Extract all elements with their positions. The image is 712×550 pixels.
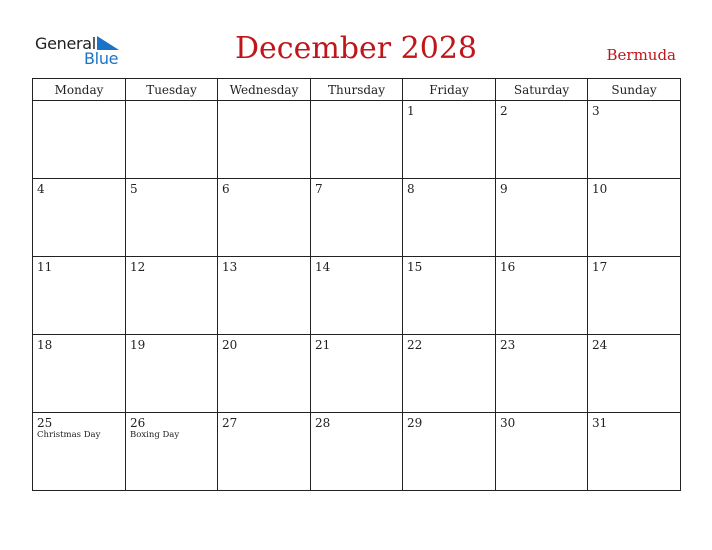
- day-cell: [218, 257, 311, 335]
- week-row: [33, 101, 681, 179]
- day-number: 11: [37, 260, 53, 274]
- day-cell: [311, 179, 403, 257]
- day-cell: [403, 179, 496, 257]
- day-cell: [218, 413, 311, 491]
- day-cell: [126, 257, 218, 335]
- holiday-label: Boxing Day: [130, 430, 180, 440]
- weekday-header: Wednesday: [218, 79, 311, 101]
- day-number: 22: [407, 338, 423, 352]
- calendar-grid: [32, 78, 681, 491]
- day-cell: [588, 413, 681, 491]
- day-cell: [126, 101, 218, 179]
- day-cell: [33, 413, 126, 491]
- day-number: 25: [37, 416, 53, 430]
- day-cell: [311, 413, 403, 491]
- day-cell: [403, 101, 496, 179]
- day-number: [218, 101, 310, 104]
- day-cell: [496, 257, 588, 335]
- weekday-header: Monday: [33, 79, 126, 101]
- logo-text-general: General: [35, 34, 96, 53]
- day-number: 2: [500, 104, 508, 118]
- calendar-title: December 2028: [235, 31, 477, 66]
- day-number: 4: [37, 182, 45, 196]
- day-cell: [311, 101, 403, 179]
- day-cell: [218, 101, 311, 179]
- day-number: 8: [407, 182, 415, 196]
- weekday-header-row: [33, 79, 681, 101]
- day-cell: [311, 335, 403, 413]
- week-row: [33, 179, 681, 257]
- day-number: 17: [592, 260, 608, 274]
- day-number: 31: [592, 416, 608, 430]
- weekday-header: Sunday: [588, 79, 681, 101]
- logo-text-blue: Blue: [84, 49, 119, 68]
- day-number: 19: [130, 338, 146, 352]
- day-number: [311, 101, 402, 104]
- day-number: 16: [500, 260, 516, 274]
- day-number: 27: [222, 416, 238, 430]
- day-cell: [126, 413, 218, 491]
- day-cell: [588, 101, 681, 179]
- day-number: 21: [315, 338, 331, 352]
- day-number: 7: [315, 182, 323, 196]
- day-number: 10: [592, 182, 608, 196]
- day-cell: [311, 257, 403, 335]
- day-number: 5: [130, 182, 138, 196]
- day-number: 1: [407, 104, 415, 118]
- day-number: 9: [500, 182, 508, 196]
- day-cell: [588, 257, 681, 335]
- day-number: 23: [500, 338, 516, 352]
- day-cell: [496, 335, 588, 413]
- day-cell: [33, 101, 126, 179]
- weekday-header: Thursday: [311, 79, 403, 101]
- week-row: [33, 413, 681, 491]
- weekday-header: Saturday: [496, 79, 588, 101]
- day-cell: [403, 413, 496, 491]
- day-cell: [588, 335, 681, 413]
- day-cell: [218, 179, 311, 257]
- day-number: 13: [222, 260, 238, 274]
- weekday-header: Tuesday: [126, 79, 218, 101]
- day-number: 6: [222, 182, 230, 196]
- day-cell: [403, 257, 496, 335]
- day-number: 18: [37, 338, 53, 352]
- day-cell: [126, 335, 218, 413]
- day-number: 30: [500, 416, 516, 430]
- week-row: [33, 335, 681, 413]
- day-number: [126, 101, 217, 104]
- day-number: 15: [407, 260, 423, 274]
- day-cell: [496, 413, 588, 491]
- day-number: 26: [130, 416, 146, 430]
- country-label: Bermuda: [606, 46, 676, 64]
- day-number: 24: [592, 338, 608, 352]
- day-cell: [126, 179, 218, 257]
- day-cell: [218, 335, 311, 413]
- day-number: 14: [315, 260, 331, 274]
- day-number: 20: [222, 338, 238, 352]
- day-cell: [33, 179, 126, 257]
- day-number: 28: [315, 416, 331, 430]
- day-cell: [496, 179, 588, 257]
- day-number: 29: [407, 416, 423, 430]
- day-number: 12: [130, 260, 146, 274]
- day-number: [33, 101, 125, 104]
- day-number: 3: [592, 104, 600, 118]
- day-cell: [588, 179, 681, 257]
- day-cell: [33, 335, 126, 413]
- holiday-label: Christmas Day: [37, 430, 101, 440]
- day-cell: [403, 335, 496, 413]
- day-cell: [496, 101, 588, 179]
- day-cell: [33, 257, 126, 335]
- weekday-header: Friday: [403, 79, 496, 101]
- week-row: [33, 257, 681, 335]
